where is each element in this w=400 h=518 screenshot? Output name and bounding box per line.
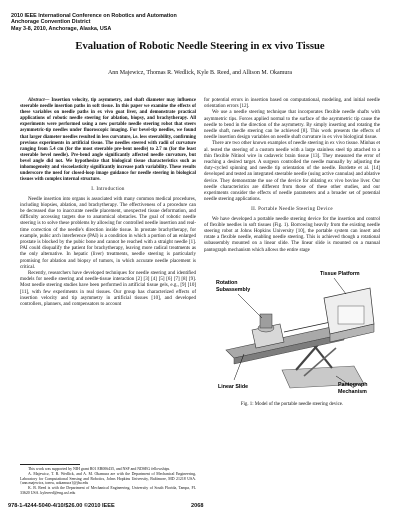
paper-authors: Ann Majewicz, Thomas R. Wedlick, Kyle B. Reed, and Allison M. Okamura: [107, 70, 293, 76]
leader-tissue: [334, 278, 346, 294]
label-rotation-line-2: Subassembly: [216, 286, 251, 293]
page-number: 2068: [191, 503, 204, 509]
conference-header: [11, 13, 177, 32]
right-paragraph-4: We have developed a portable needle steering device for the insertion and control of flexible needles in soft tissues (Fig. 1). Borrowing heavily from the existing needle steering robot at Johns Hopkins University [10], the portable system can insert and rotate a flexible needle, enabling needle steering. This is achieved though a rotational subassembly mounted on a linear slide. The linear slide is mounted on a manual pantograph mechanism which allows the entire stage: [204, 216, 380, 253]
label-rotation-line-1: Rotation: [216, 279, 238, 286]
footnote-rule: [20, 464, 80, 465]
tissue-container: [338, 306, 364, 324]
abstract-label: Abstract: [28, 98, 45, 103]
rotation-motor-can: [260, 314, 272, 328]
conference-line-1: 2010 IEEE International Conference on Robotics and Automation: [11, 13, 177, 19]
paper-title: Evaluation of Robotic Needle Steering in ex vivo Tissue: [75, 41, 325, 52]
conference-line-2: Anchorage Convention District: [11, 19, 91, 26]
intro-paragraph-1: Needle insertion into organs is associated with many common medical procedures, including biopsies, ablation, and brachytherapy. The effectiveness of a procedure can be decreased due to inaccurate needle placement, unexpected tissue deformation, and difficulty accessing targets due to anatomical obstacles. The goal of robotic needle steering is to solve these problems by allowing for controlled needle insertion and real-time correction of the needle's direction inside tissue. In prostate brachytherapy, for example, pubic arch interference (PAI) is a condition in which a portion of an enlarged prostate is blocked by the pubic bone and cannot be reached with a straight needle [1]. PAI could disqualify the patient for brachytherapy, leaving more radical treatments as the only alternative. In hepatic (liver) treatments, needle steering is particularly promising for ablation and biopsy of tumors, in which accurate needle placement is critical.: [20, 196, 196, 270]
conference-line-3: May 3-8, 2010, Anchorage, Alaska, USA: [11, 25, 112, 32]
device-illustration: [204, 258, 380, 398]
intro-paragraph-2: Recently, researchers have developed techniques for needle steering and identified models for needle steering and needle-tissue interaction [2] [3] [4] [5] [6] [7] [8] [9]. Most needle steering studies have been performed in artificial tissue gels, e.g., [9] [10] [11], with few experiments in real tissues. Our group has characterized effects of insertion velocity and tip asymmetry in artificial tissues [10], and developed controllers, planners, and compensators to account: [20, 270, 196, 307]
footnote-affiliation-usf: K. B. Reed is with the Department of Mechanical Engineering, University of South Florida, Tampa, FL 33620 USA. kylereed@eng.usf.edu: [20, 486, 196, 495]
isbn-footer: 978-1-4244-5040-4/10/$26.00 ©2010 IEEE: [8, 503, 115, 509]
footnote-affiliation-jhu: A. Majewicz, T. R. Wedlick, and A. M. Okamura are with the Department of Mechanical Engineering, Laboratory for Computational Sensing and Robotics, Johns Hopkins University, Baltimore, MD 21218 USA. {ann.majewicz, tomw, aokamura}@jhu.edu: [20, 471, 196, 486]
abstract-text: — Insertion velocity, tip asymmetry, and shaft diameter may influence steerable needle insertion paths in soft tissue. In this paper we examine the effects of these variables on needle paths in ex vivo goat liver, and demonstrate practical applications of robotic needle steering for ablation, biopsy, and brachytherapy. All experiments were performed using a new portable needle steering robot that steers asymmetric-tip needles under fluoroscopic imaging. For bevel-tip needles, we found that larger diameter needles resulted in less curvature, i.e. less steerability, confirming previous experiments in artificial tissue. The needles steered with radii of curvature ranging from 5.4 cm (for the most steerable pre-bent needle) to 2.7 m (for the least steerable bevel needle). Pre-bend angle significantly affected needle curvature, but bevel angle did not. We hypothesize that biological tissue characteristics such as inhomogeneity and viscoelasticity significantly increase path variability. These results underscore the need for closed-loop image guidance for needle steering in biological tissues with complex internal structure.: [20, 98, 196, 183]
section-heading-introduction: I. Introduction: [91, 187, 125, 193]
right-paragraph-3: There are two other known examples of needle steering in ex vivo tissue. Minhas et al. tested the steering of a custom needle with a large stainless steel tip attached to a thin flexible Nitinol wire in cadaveric brain tissue [13]. They measured the error of reaching a desired target. A surgeon controlled the needle manually by adjusting the duty-cycled spinning and needle tip orientation of the needle. Burdette et al. [14] developed and tested an integrated steerable needle (using active cannulas) and ablative device. They demonstrate the use of the device for ablating ex vivo bovine liver. Our needle characteristics are different from those of these other studies, and our experiments consider the effects of needle parameters and a broader set of potential needle steering applications.: [204, 141, 380, 203]
footnote-funding: This work was supported by NIH grant R01 EB006435, and NSF and NDSEG fellowships.: [28, 467, 171, 471]
figure-1: [204, 258, 380, 408]
figure-caption: Fig. 1: Model of the portable needle steering device.: [240, 402, 344, 408]
right-column: [204, 98, 380, 408]
right-paragraph-1: for potential errors in insertion based on computational, modeling, and initial needle orientation errors [12].: [204, 98, 380, 110]
left-column: [20, 98, 196, 308]
label-linear-slide: Linear Slide: [218, 383, 249, 390]
label-pantograph-line-2: Mechanism: [338, 388, 367, 395]
label-pantograph-line-1: Pantograph: [338, 381, 368, 388]
right-paragraph-2: We use a needle steering technique that incorporates flexible needle shafts with asymmetric tips. Forces applied normal to the surface of the asymmetric tip cause the needle to bend in the direction of the asymmetry. By simply inserting and rotating the needle shaft, needle steering can be achieved [8]. This work presents the effects of needle insertion design variables on needle shaft curvature in ex vivo biological tissue.: [204, 110, 380, 141]
abstract: [20, 98, 196, 183]
section-heading-device: II. Portable Needle Steering Device: [251, 207, 333, 213]
leader-rotation: [238, 294, 262, 318]
footnote: [20, 464, 196, 496]
label-tissue-platform: Tissue Platform: [320, 270, 360, 277]
